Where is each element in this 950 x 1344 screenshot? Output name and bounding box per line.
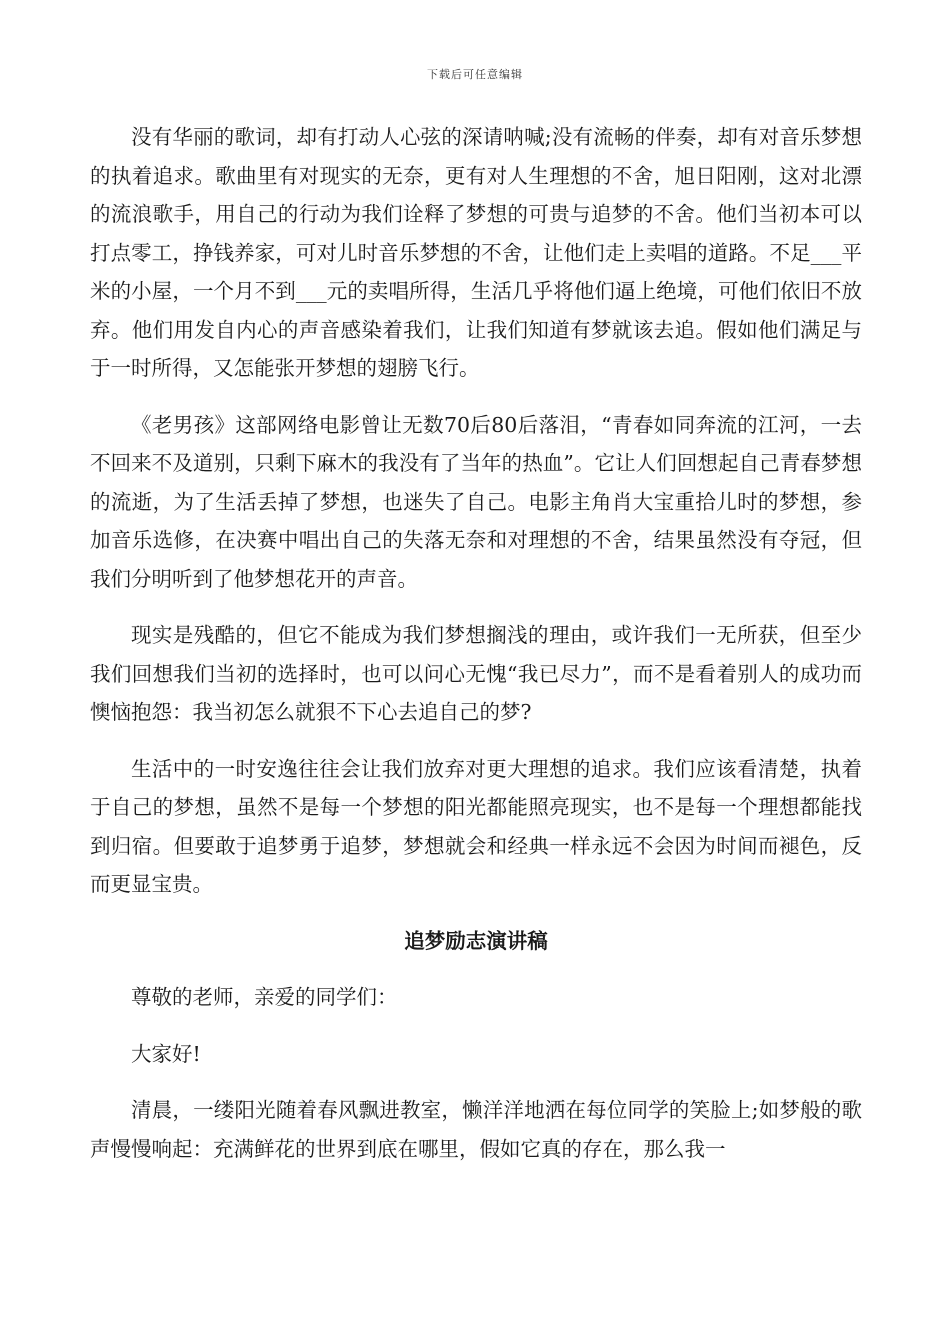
- page-header: 下载后可任意编辑: [427, 68, 523, 81]
- paragraph-1: 没有华丽的歌词，却有打动人心弦的深请呐喊;没有流畅的伴奏，却有对音乐梦想的执着追求。歌曲里有对现实的无奈，更有对人生理想的不舍，旭日阳刚，这对北漂的流浪歌手，用自己的行动为我们诠释了梦想的可贵与追梦的不舍。他们当初本可以打点零工，挣钱养家，可对儿时音乐梦想的不舍，让他们走上卖唱的道路。不足___平米的小屋，一个月不到___元的卖唱所得，生活几乎将他们逼上绝境，可他们依旧不放弃。他们用发自内心的声音感染着我们，让我们知道有梦就该去追。假如他们满足与于一时所得，又怎能张开梦想的翅膀飞行。: [90, 125, 862, 380]
- paragraph-4: 生活中的一时安逸往往会让我们放弃对更大理想的追求。我们应该看清楚，执着于自己的梦想，虽然不是每一个梦想的阳光都能照亮现实，也不是每一个理想都能找到归宿。但要敢于追梦勇于追梦，梦想就会和经典一样永远不会因为时间而褪色，反而更显宝贵。: [90, 756, 862, 896]
- greeting-line: 尊敬的老师，亲爱的同学们：: [131, 985, 398, 1009]
- paragraph-3: 现实是残酷的，但它不能成为我们梦想搁浅的理由，或许我们一无所获，但至少我们回想我们当初的选择时，也可以问心无愧“我已尽力”，而不是看着别人的成功而懊恼抱怨：我当初怎么就狠不下心去追自己的梦?: [90, 623, 862, 724]
- paragraph-5: 清晨，一缕阳光随着春风飘进教室，懒洋洋地洒在每位同学的笑脸上;如梦般的歌声慢慢响起：充满鲜花的世界到底在哪里，假如它真的存在，那么我一: [90, 1098, 862, 1161]
- document-body: [90, 118, 862, 1168]
- section-title: 追梦励志演讲稿: [404, 928, 548, 953]
- hello-line: 大家好!: [131, 1041, 201, 1066]
- paragraph-2: 《老男孩》这部网络电影曾让无数70后80后落泪，“青春如同奔流的江河，一去不回来不及道别，只剩下麻木的我没有了当年的热血”。它让人们回想起自己青春梦想的流逝，为了生活丢掉了梦想，也迷失了自己。电影主角肖大宝重拾儿时的梦想，参加音乐选修，在决赛中唱出自己的失落无奈和对理想的不舍，结果虽然没有夺冠，但我们分明听到了他梦想花开的声音。: [90, 412, 862, 591]
